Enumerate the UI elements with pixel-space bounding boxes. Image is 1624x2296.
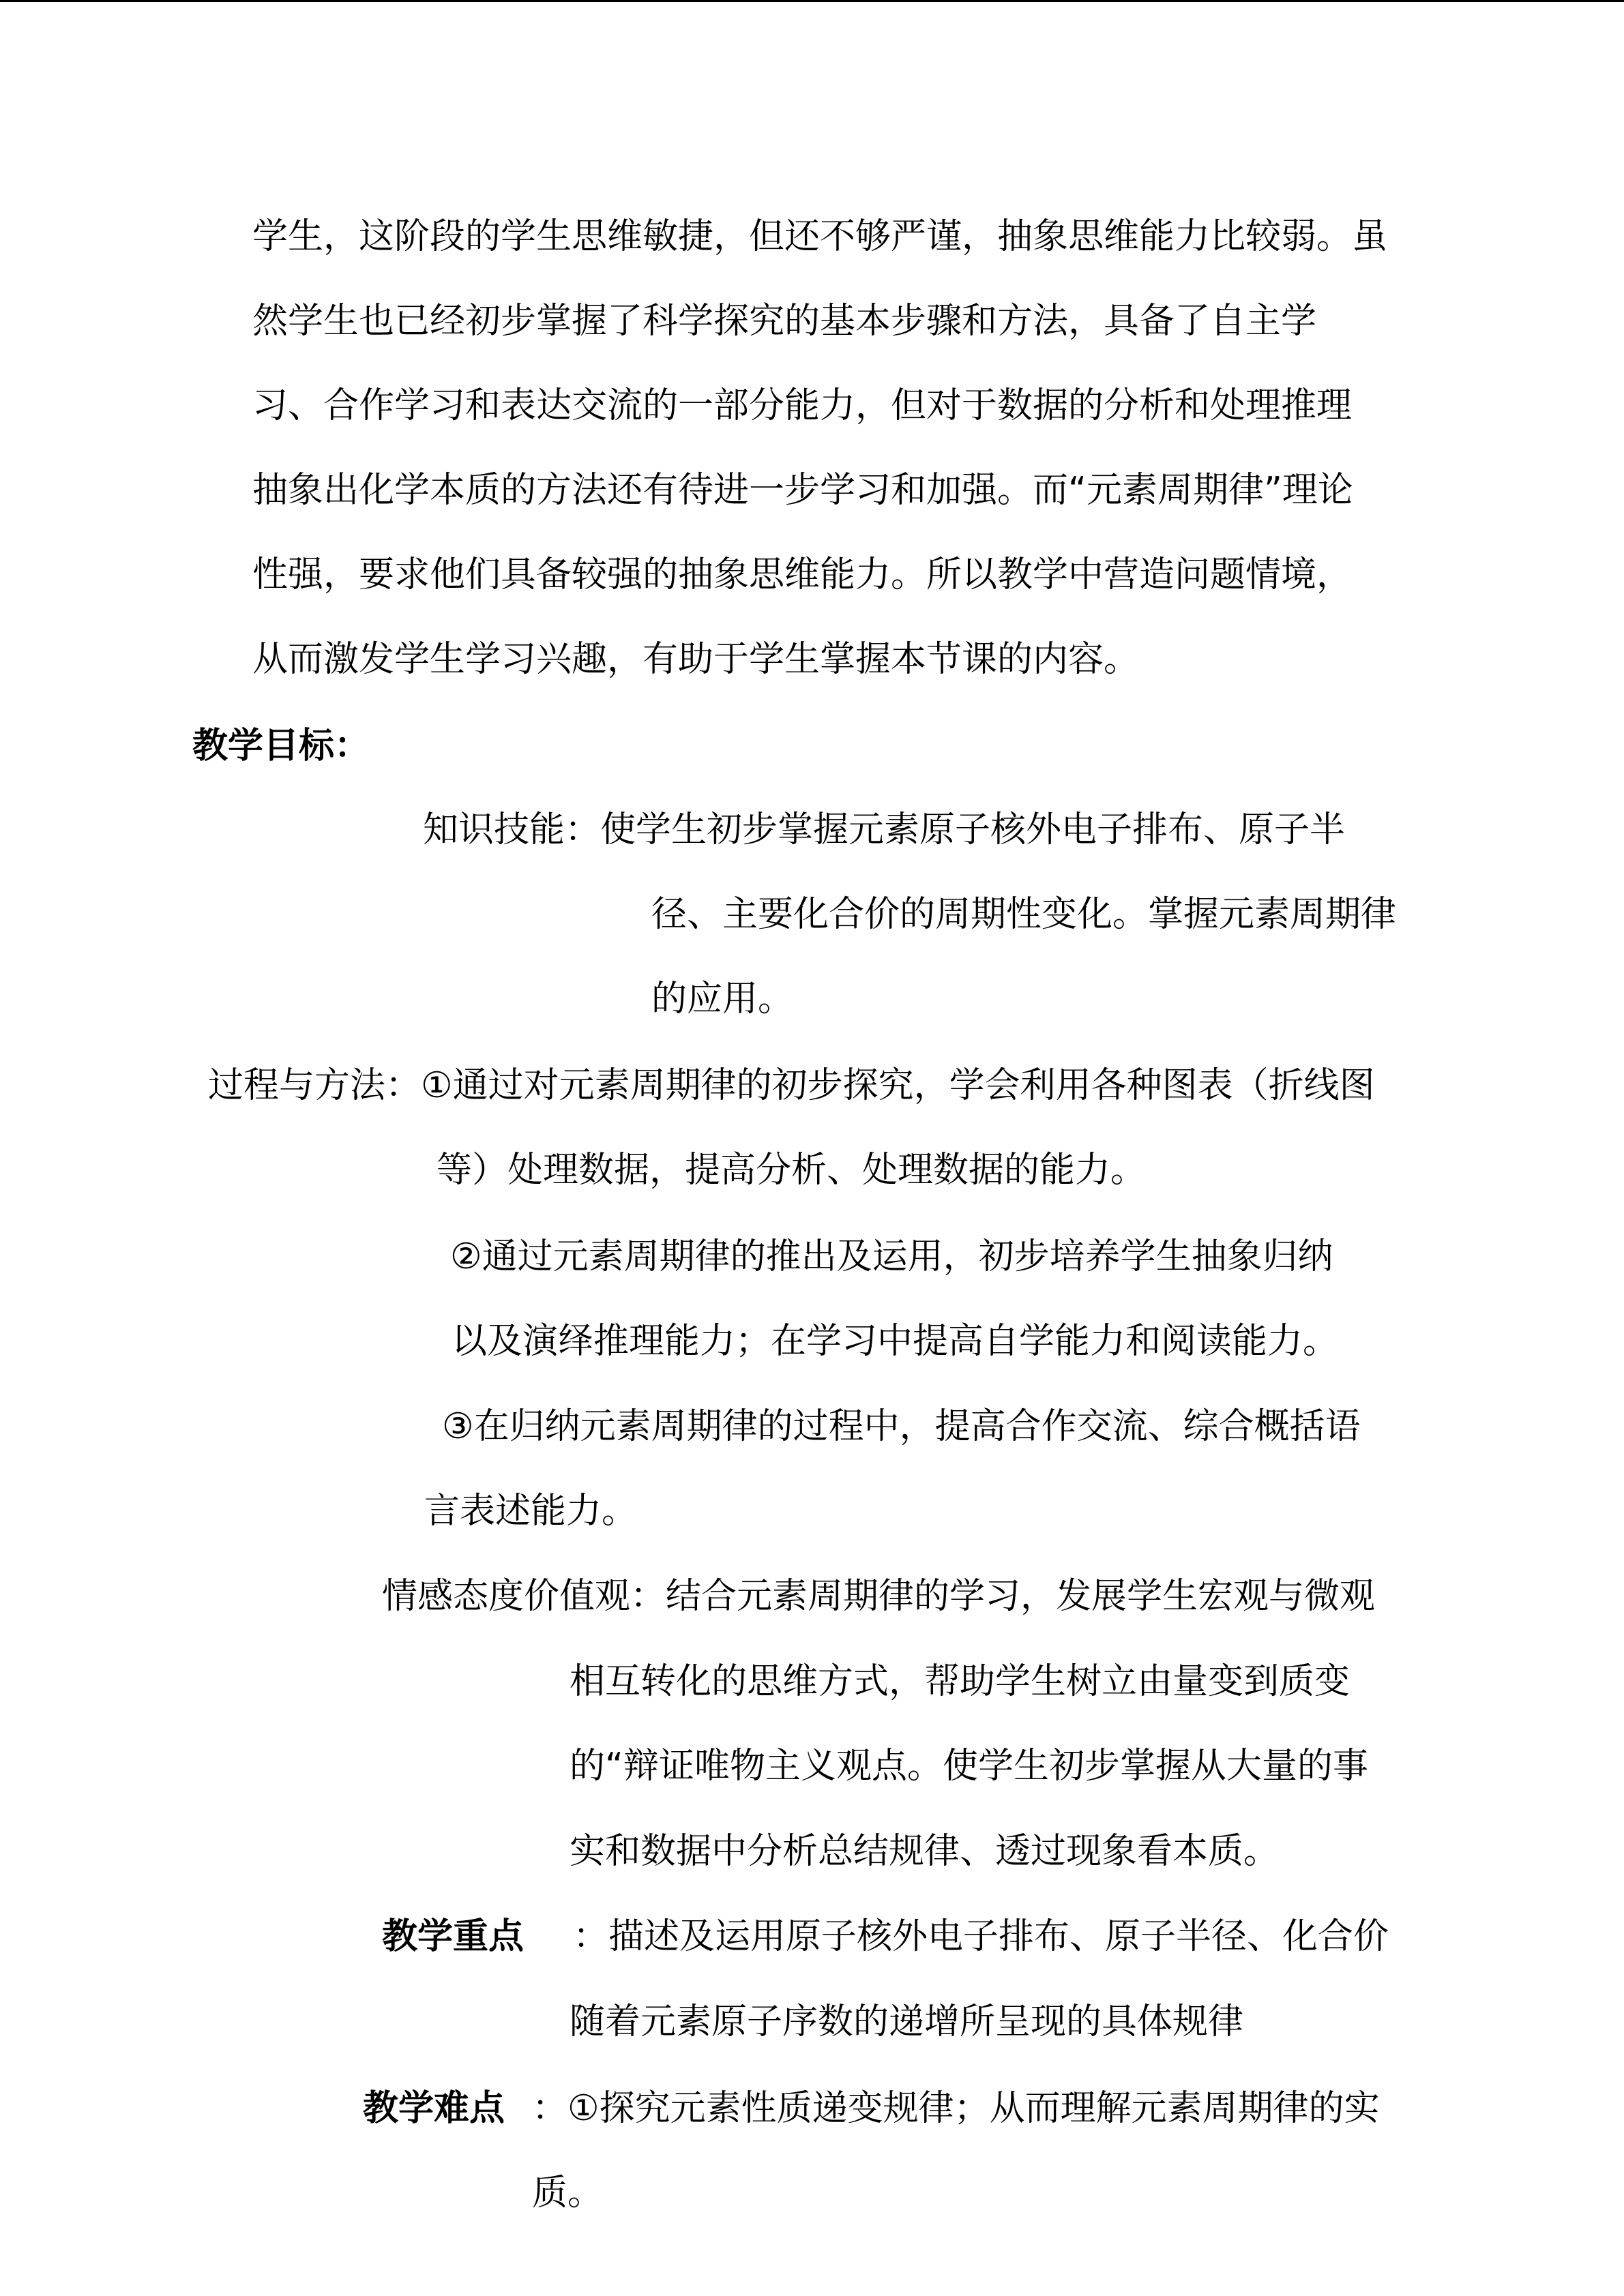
emotion-line-3: 的“辩证唯物主义观点。使学生初步掌握从大量的事 [570,1746,1368,1787]
intro-line-2: 然学生也已经初步掌握了科学探究的基本步骤和方法，具备了自主学 [252,301,1317,342]
emotion-line-1: 情感态度价值观：结合元素周期律的学习，发展学生宏观与微观 [382,1576,1376,1617]
process-line-5: ③在归纳元素周期律的过程中，提高合作交流、综合概括语 [442,1406,1361,1447]
difficulties-line-2: 质。 [532,2173,604,2213]
difficulties-line-1: ：①探究元素性质递变规律；从而理解元素周期律的实 [532,2088,1380,2129]
intro-line-3: 习、合作学习和表达交流的一部分能力，但对于数据的分析和处理推理 [252,385,1353,426]
knowledge-line-3: 的应用。 [651,979,794,1019]
process-line-1: 过程与方法：①通过对元素周期律的初步探究，学会利用各种图表（折线图 [208,1065,1375,1106]
objectives-heading: 教学目标： [192,726,370,766]
key-points-line-2: 随着元素原子序数的递增所呈现的具体规律 [570,2001,1244,2042]
key-points-label: 教学重点 [382,1916,525,1957]
process-line-6: 言表述能力。 [424,1491,638,1532]
difficulties-label: 教学难点 [363,2088,505,2129]
knowledge-line-2: 径、主要化合价的周期性变化。掌握元素周期律 [651,894,1397,935]
page-top-border [0,0,1624,2]
process-line-4: 以及演绎推理能力；在学习中提高自学能力和阅读能力。 [452,1321,1339,1362]
intro-line-4: 抽象出化学本质的方法还有待进一步学习和加强。而“元素周期律”理论 [252,470,1353,511]
process-line-3: ②通过元素周期律的推出及运用，初步培养学生抽象归纳 [450,1236,1333,1277]
intro-line-6: 从而激发学生学习兴趣，有助于学生掌握本节课的内容。 [252,639,1140,680]
emotion-line-4: 实和数据中分析总结规律、透过现象看本质。 [570,1831,1280,1872]
knowledge-line-1: 知识技能：使学生初步掌握元素原子核外电子排布、原子半 [423,809,1346,850]
intro-line-1: 学生，这阶段的学生思维敏捷，但还不够严谨，抽象思维能力比较弱。虽 [252,216,1388,257]
emotion-line-2: 相互转化的思维方式，帮助学生树立由量变到质变 [570,1661,1350,1702]
key-points-line-1: ：描述及运用原子核外电子排布、原子半径、化合价 [573,1916,1389,1957]
intro-line-5: 性强，要求他们具备较强的抽象思维能力。所以教学中营造问题情境， [252,554,1353,595]
process-line-2: 等）处理数据，提高分析、处理数据的能力。 [437,1150,1147,1191]
